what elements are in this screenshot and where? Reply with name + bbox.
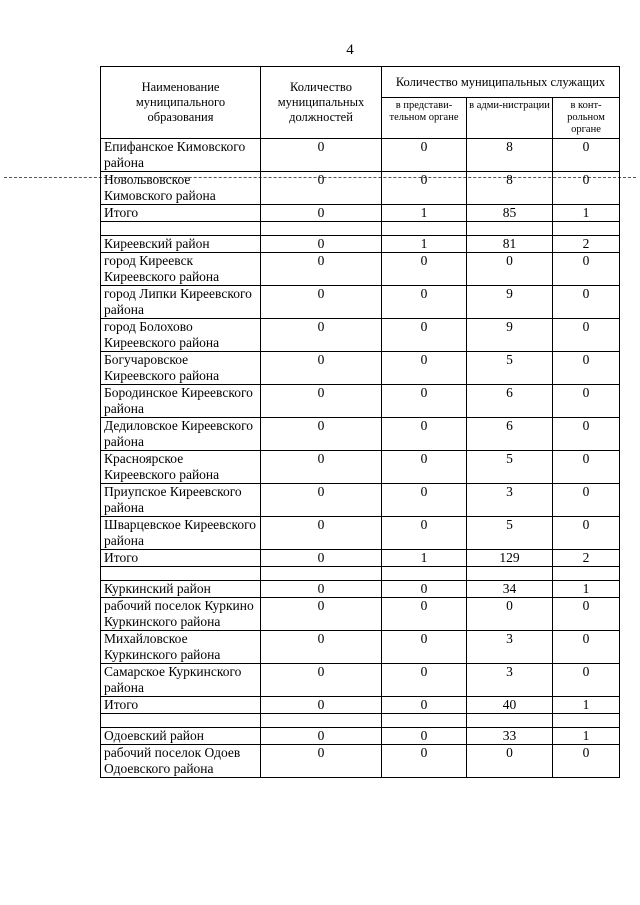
- control-cell: 0: [553, 664, 620, 697]
- empty-cell: [261, 714, 382, 728]
- control-cell: 0: [553, 172, 620, 205]
- header-positions: Количество муниципальных должностей: [261, 67, 382, 139]
- representative-cell: 0: [382, 598, 467, 631]
- header-sub-representative: в представи-тельном органе: [382, 98, 467, 139]
- administration-cell: 129: [467, 550, 553, 567]
- name-cell: город Болохово Киреевского района: [101, 319, 261, 352]
- representative-cell: 0: [382, 745, 467, 778]
- table-row: [101, 728, 620, 745]
- control-cell: 1: [553, 697, 620, 714]
- administration-cell: 40: [467, 697, 553, 714]
- positions-cell: 0: [261, 581, 382, 598]
- table-row: [101, 418, 620, 451]
- table-row: [101, 319, 620, 352]
- control-cell: 0: [553, 598, 620, 631]
- spacer-row: [101, 222, 620, 236]
- positions-cell: 0: [261, 319, 382, 352]
- empty-cell: [101, 222, 261, 236]
- positions-cell: 0: [261, 385, 382, 418]
- name-cell: Киреевский район: [101, 236, 261, 253]
- administration-cell: 5: [467, 517, 553, 550]
- table-row: [101, 517, 620, 550]
- administration-cell: 9: [467, 319, 553, 352]
- municipal-staff-table: [100, 66, 620, 778]
- positions-cell: 0: [261, 236, 382, 253]
- positions-cell: 0: [261, 253, 382, 286]
- name-cell: Итого: [101, 697, 261, 714]
- control-cell: 1: [553, 581, 620, 598]
- control-cell: 0: [553, 631, 620, 664]
- empty-cell: [382, 222, 467, 236]
- administration-cell: 85: [467, 205, 553, 222]
- name-cell: Богучаровское Киреевского района: [101, 352, 261, 385]
- name-cell: Итого: [101, 205, 261, 222]
- administration-cell: 3: [467, 664, 553, 697]
- control-cell: 0: [553, 484, 620, 517]
- name-cell: Бородинское Киреевского района: [101, 385, 261, 418]
- table-row: [101, 172, 620, 205]
- table-row: [101, 451, 620, 484]
- header-name: Наименование муниципального образования: [101, 67, 261, 139]
- empty-cell: [467, 567, 553, 581]
- name-cell: Приупское Киреевского района: [101, 484, 261, 517]
- positions-cell: 0: [261, 352, 382, 385]
- name-cell: Епифанское Кимовского района: [101, 139, 261, 172]
- control-cell: 0: [553, 253, 620, 286]
- positions-cell: 0: [261, 697, 382, 714]
- empty-cell: [382, 714, 467, 728]
- name-cell: Шварцевское Киреевского района: [101, 517, 261, 550]
- administration-cell: 0: [467, 598, 553, 631]
- table-row: [101, 664, 620, 697]
- representative-cell: 0: [382, 253, 467, 286]
- table-row: [101, 205, 620, 222]
- administration-cell: 6: [467, 385, 553, 418]
- control-cell: 0: [553, 286, 620, 319]
- control-cell: 1: [553, 205, 620, 222]
- representative-cell: 0: [382, 484, 467, 517]
- representative-cell: 0: [382, 352, 467, 385]
- table-row: [101, 139, 620, 172]
- representative-cell: 1: [382, 205, 467, 222]
- representative-cell: 0: [382, 697, 467, 714]
- representative-cell: 1: [382, 550, 467, 567]
- representative-cell: 0: [382, 451, 467, 484]
- name-cell: Итого: [101, 550, 261, 567]
- control-cell: 0: [553, 418, 620, 451]
- name-cell: Красноярское Киреевского района: [101, 451, 261, 484]
- positions-cell: 0: [261, 631, 382, 664]
- positions-cell: 0: [261, 172, 382, 205]
- name-cell: Михайловское Куркинского района: [101, 631, 261, 664]
- positions-cell: 0: [261, 205, 382, 222]
- administration-cell: 3: [467, 631, 553, 664]
- control-cell: 0: [553, 451, 620, 484]
- name-cell: Одоевский район: [101, 728, 261, 745]
- empty-cell: [553, 567, 620, 581]
- control-cell: 0: [553, 517, 620, 550]
- administration-cell: 5: [467, 352, 553, 385]
- representative-cell: 0: [382, 172, 467, 205]
- header-sub-administration: в адми-нистрации: [467, 98, 553, 139]
- representative-cell: 0: [382, 517, 467, 550]
- name-cell: город Липки Киреевского района: [101, 286, 261, 319]
- representative-cell: 0: [382, 385, 467, 418]
- empty-cell: [467, 714, 553, 728]
- table-row: [101, 697, 620, 714]
- administration-cell: 5: [467, 451, 553, 484]
- control-cell: 0: [553, 385, 620, 418]
- spacer-row: [101, 567, 620, 581]
- positions-cell: 0: [261, 286, 382, 319]
- table-row: [101, 484, 620, 517]
- name-cell: рабочий поселок Куркино Куркинского района: [101, 598, 261, 631]
- name-cell: Дедиловское Киреевского района: [101, 418, 261, 451]
- table-row: [101, 253, 620, 286]
- empty-cell: [553, 714, 620, 728]
- representative-cell: 0: [382, 581, 467, 598]
- page-number: 4: [346, 42, 354, 58]
- empty-cell: [101, 567, 261, 581]
- name-cell: Куркинский район: [101, 581, 261, 598]
- administration-cell: 81: [467, 236, 553, 253]
- administration-cell: 0: [467, 745, 553, 778]
- administration-cell: 0: [467, 253, 553, 286]
- positions-cell: 0: [261, 484, 382, 517]
- spacer-row: [101, 714, 620, 728]
- table-row: [101, 286, 620, 319]
- administration-cell: 34: [467, 581, 553, 598]
- control-cell: 0: [553, 745, 620, 778]
- positions-cell: 0: [261, 664, 382, 697]
- positions-cell: 0: [261, 517, 382, 550]
- positions-cell: 0: [261, 598, 382, 631]
- table-row: [101, 581, 620, 598]
- administration-cell: 9: [467, 286, 553, 319]
- table-row: [101, 385, 620, 418]
- positions-cell: 0: [261, 745, 382, 778]
- administration-cell: 33: [467, 728, 553, 745]
- table-row: [101, 745, 620, 778]
- administration-cell: 8: [467, 139, 553, 172]
- representative-cell: 1: [382, 236, 467, 253]
- control-cell: 0: [553, 352, 620, 385]
- positions-cell: 0: [261, 451, 382, 484]
- administration-cell: 3: [467, 484, 553, 517]
- representative-cell: 0: [382, 319, 467, 352]
- positions-cell: 0: [261, 418, 382, 451]
- control-cell: 2: [553, 550, 620, 567]
- table-row: [101, 236, 620, 253]
- header-sub-control: в конт-рольном органе: [553, 98, 620, 139]
- representative-cell: 0: [382, 139, 467, 172]
- table-row: [101, 631, 620, 664]
- representative-cell: 0: [382, 286, 467, 319]
- representative-cell: 0: [382, 664, 467, 697]
- positions-cell: 0: [261, 728, 382, 745]
- positions-cell: 0: [261, 550, 382, 567]
- name-cell: рабочий поселок Одоев Одоевского района: [101, 745, 261, 778]
- empty-cell: [261, 567, 382, 581]
- empty-cell: [467, 222, 553, 236]
- representative-cell: 0: [382, 418, 467, 451]
- empty-cell: [101, 714, 261, 728]
- control-cell: 0: [553, 139, 620, 172]
- control-cell: 2: [553, 236, 620, 253]
- name-cell: город Киреевск Киреевского района: [101, 253, 261, 286]
- table-row: [101, 352, 620, 385]
- empty-cell: [382, 567, 467, 581]
- table-row: [101, 550, 620, 567]
- administration-cell: 6: [467, 418, 553, 451]
- empty-cell: [261, 222, 382, 236]
- empty-cell: [553, 222, 620, 236]
- header-servants: Количество муниципальных служащих: [382, 67, 620, 98]
- administration-cell: 8: [467, 172, 553, 205]
- name-cell: Самарское Куркинского района: [101, 664, 261, 697]
- control-cell: 0: [553, 319, 620, 352]
- control-cell: 1: [553, 728, 620, 745]
- representative-cell: 0: [382, 728, 467, 745]
- positions-cell: 0: [261, 139, 382, 172]
- name-cell: Новольвовское Кимовского района: [101, 172, 261, 205]
- table-body: [101, 139, 620, 778]
- representative-cell: 0: [382, 631, 467, 664]
- table-row: [101, 598, 620, 631]
